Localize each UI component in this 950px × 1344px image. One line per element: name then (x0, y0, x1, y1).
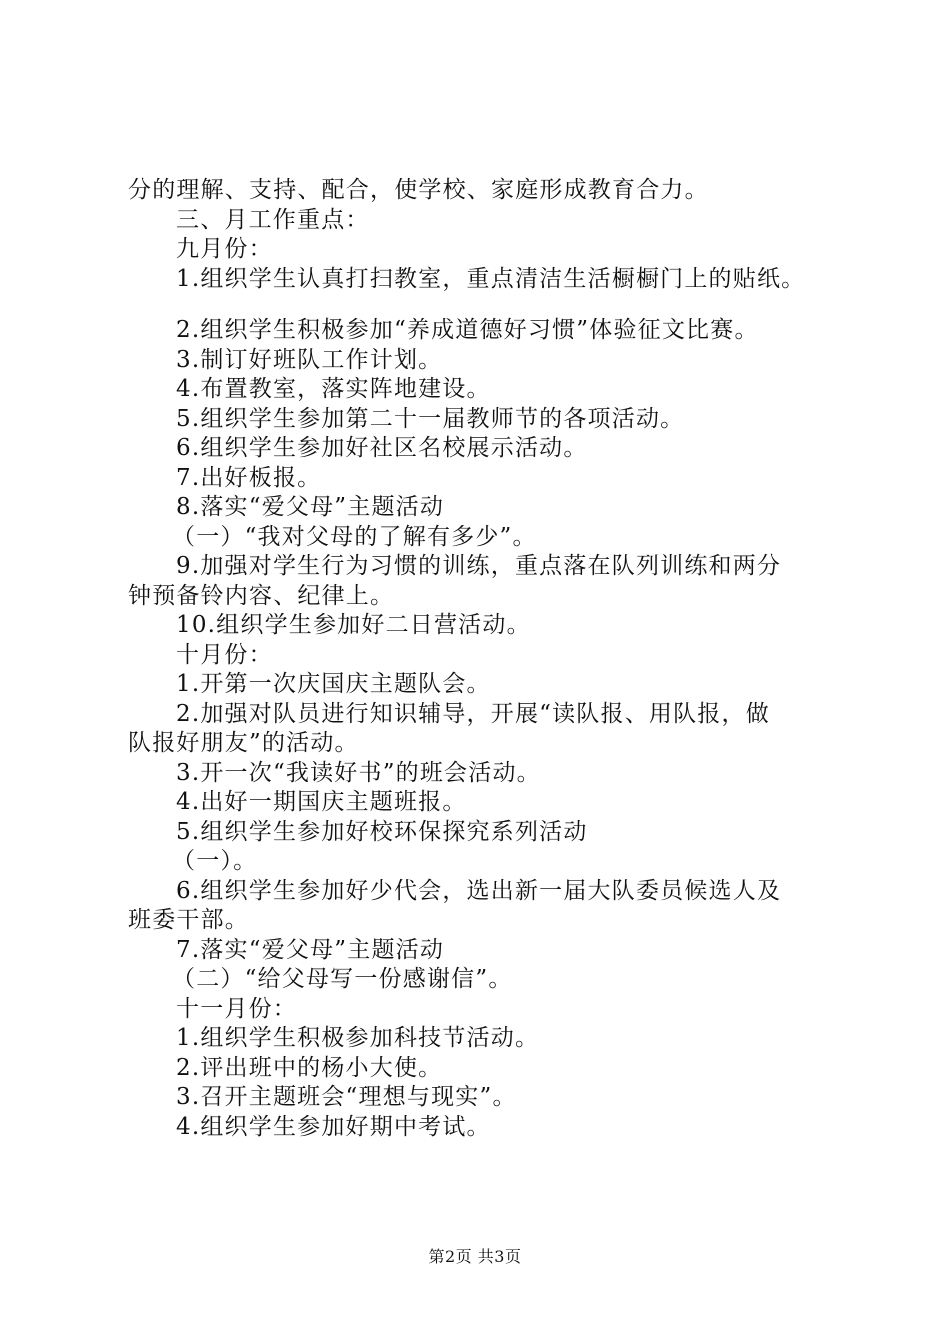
paragraph-line: 分的理解、支持、配合，使学校、家庭形成教育合力。 (128, 177, 709, 203)
list-item: 1.组织学生积极参加科技节活动。 (176, 1025, 540, 1051)
sub-item: （一）“我对父母的了解有多少”。 (172, 523, 537, 550)
list-item: 4.组织学生参加好期中考试。 (176, 1113, 491, 1140)
list-item: 3.制订好班队工作计划。 (176, 346, 443, 373)
sub-item: （一）。 (172, 848, 258, 874)
page-footer (0, 1244, 950, 1267)
list-item: 1.开第一次庆国庆主题队会。 (176, 671, 491, 697)
list-item: 7.出好板报。 (176, 464, 322, 491)
page-number-label: 第2页 共3页 (428, 1247, 522, 1266)
list-item: 8.落实“爱父母”主题活动 (176, 494, 445, 520)
list-item: 6.组织学生参加好社区名校展示活动。 (176, 435, 588, 461)
list-item: 6.组织学生参加好少代会，选出新一届大队委员候选人及 (176, 877, 782, 904)
list-item: 5.组织学生参加好校环保探究系列活动 (176, 818, 588, 845)
list-item-continuation: 班委干部。 (128, 907, 249, 933)
list-item: 5.组织学生参加第二十一届教师节的各项活动。 (176, 405, 685, 432)
sub-item: （二）“给父母写一份感谢信”。 (172, 966, 513, 992)
month-heading-november: 十一月份： (176, 995, 297, 1022)
list-item: 2.组织学生积极参加“养成道德好习惯”体验征文比赛。 (176, 317, 759, 343)
list-item: 3.召开主题班会“理想与现实”。 (176, 1084, 517, 1110)
list-item-continuation: 钟预备铃内容、纪律上。 (128, 582, 395, 609)
list-item: 4.布置教室，落实阵地建设。 (176, 376, 491, 402)
list-item: 2.评出班中的杨小大使。 (176, 1054, 443, 1081)
list-item: 1.组织学生认真打扫教室，重点清洁生活橱橱门上的贴纸。 (176, 265, 806, 292)
month-heading-september: 九月份： (176, 236, 273, 262)
document-body (128, 176, 848, 1142)
list-item: 4.出好一期国庆主题班报。 (176, 789, 467, 815)
list-item: 3.开一次“我读好书”的班会活动。 (176, 759, 541, 786)
list-item-continuation: 队报好朋友”的活动。 (128, 730, 359, 756)
month-heading-october: 十月份： (176, 641, 273, 668)
list-item: 10.组织学生参加好二日营活动。 (176, 612, 531, 638)
list-item: 2.加强对队员进行知识辅导，开展“读队报、用队报，做 (176, 700, 770, 727)
list-item: 7.落实“爱父母”主题活动 (176, 936, 445, 963)
list-item: 9.加强对学生行为习惯的训练，重点落在队列训练和两分 (176, 553, 782, 579)
section-heading: 三、月工作重点： (176, 206, 370, 233)
